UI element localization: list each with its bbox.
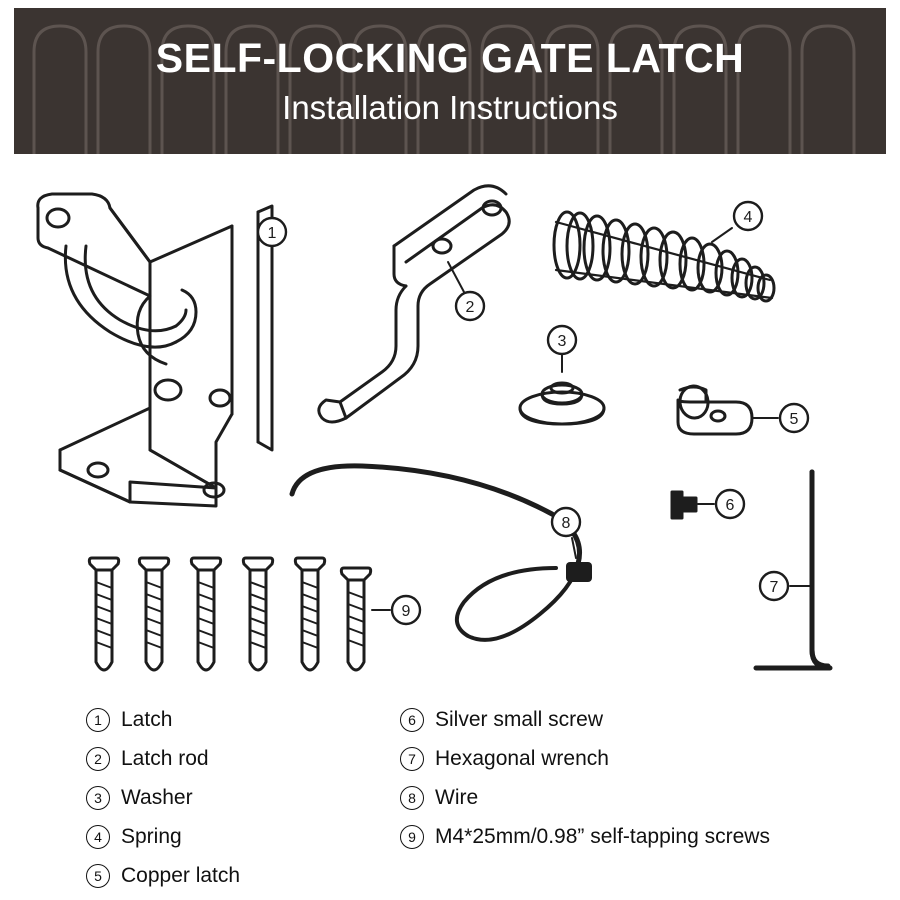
legend-number-icon: 5 [86,864,110,888]
legend-column-right [400,700,900,856]
legend-label: M4*25mm/0.98” self-tapping screws [435,824,770,848]
legend-number-icon: 4 [86,825,110,849]
page-title: SELF-LOCKING GATE LATCH [155,35,745,81]
legend-number-icon: 1 [86,708,110,732]
part-copper-latch [678,385,778,434]
legend-number-icon: 6 [400,708,424,732]
legend-label: Latch [121,707,173,731]
part-self-tapping-screws [89,558,390,670]
callout-2: 2 [465,299,475,316]
callout-8: 8 [561,515,571,532]
legend-item-self-tapping-screws [400,817,900,856]
legend-label: Spring [121,824,182,848]
legend-item-latch [86,700,406,739]
legend-label: Hexagonal wrench [435,746,609,770]
callout-7: 7 [769,579,779,596]
legend-label: Latch rod [121,746,209,770]
legend-number-icon: 8 [400,786,424,810]
legend-item-washer [86,778,406,817]
part-wire [292,466,592,640]
legend-item-hexagonal-wrench [400,739,900,778]
callout-1: 1 [267,225,277,242]
parts-legend [80,700,880,890]
part-washer [520,354,604,424]
parts-diagram [0,150,900,710]
legend-item-spring [86,817,406,856]
legend-label: Copper latch [121,863,241,887]
legend-number-icon: 9 [400,825,424,849]
callout-9: 9 [401,603,411,620]
legend-label: Silver small screw [435,707,604,731]
legend-item-silver-small-screw [400,700,900,739]
part-latch [38,194,272,506]
legend-item-latch-rod [86,739,406,778]
callout-6: 6 [725,497,735,514]
legend-item-copper-latch [86,856,406,895]
header-banner [14,8,886,154]
legend-item-wire [400,778,900,817]
page-subtitle: Installation Instructions [282,89,618,126]
legend-label: Washer [121,785,193,809]
legend-number-icon: 7 [400,747,424,771]
legend-number-icon: 3 [86,786,110,810]
legend-number-icon: 2 [86,747,110,771]
callout-5: 5 [789,411,799,428]
callout-3: 3 [557,333,567,350]
part-hexagonal-wrench [756,472,830,668]
callout-4: 4 [743,209,753,226]
part-silver-small-screw [672,492,714,518]
legend-column-left [86,700,406,895]
legend-label: Wire [435,785,479,809]
